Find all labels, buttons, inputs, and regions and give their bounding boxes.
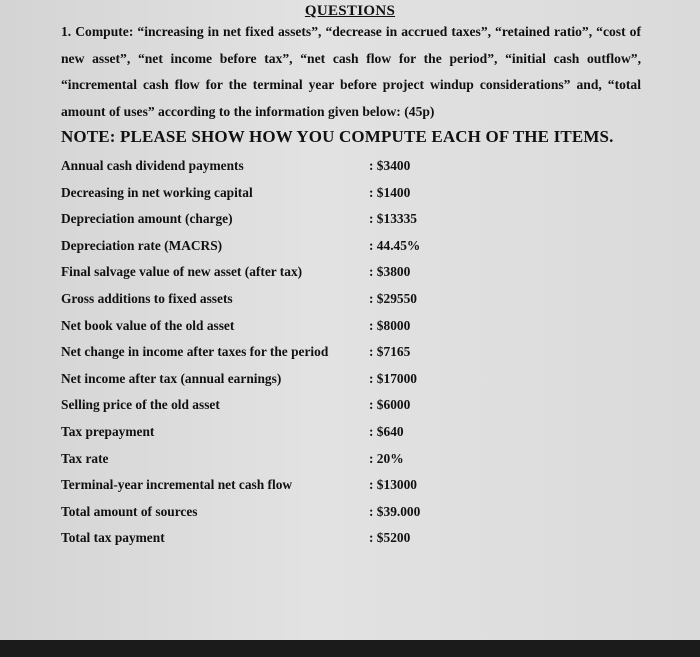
- item-label: Final salvage value of new asset (after tax): [61, 264, 303, 280]
- list-item: [61, 182, 461, 209]
- given-data-list: [61, 155, 461, 554]
- item-label: Tax rate: [61, 450, 109, 466]
- list-item: [61, 501, 461, 528]
- list-item: [61, 527, 461, 554]
- item-label: Tax prepayment: [61, 423, 155, 439]
- item-label: Depreciation amount (charge): [61, 211, 233, 227]
- item-label: Annual cash dividend payments: [61, 158, 244, 173]
- item-value: : 20%: [369, 450, 404, 466]
- list-item: [61, 315, 461, 342]
- item-value: : $7165: [369, 344, 411, 360]
- list-item: [61, 394, 461, 421]
- list-item: [61, 368, 461, 395]
- item-label: Net book value of the old asset: [61, 317, 235, 333]
- list-item: [61, 208, 461, 235]
- item-value: : $640: [369, 423, 404, 439]
- list-item: [61, 261, 461, 288]
- list-item: [61, 235, 461, 262]
- list-item: [61, 448, 461, 475]
- item-value: : $29550: [369, 290, 417, 306]
- item-value: : 44.45%: [369, 237, 421, 253]
- item-value: : $1400: [369, 184, 411, 200]
- list-item: [61, 341, 461, 368]
- list-item: [61, 288, 461, 315]
- list-item: [61, 155, 461, 182]
- item-value: : $17000: [369, 370, 417, 386]
- item-label: Decreasing in net working capital: [61, 184, 253, 200]
- item-value: : $13335: [369, 211, 417, 227]
- item-value: : $6000: [369, 397, 411, 413]
- item-label: Terminal-year incremental net cash flow: [61, 477, 293, 493]
- question-body: Compute: “increasing in net fixed assets”, “decrease in accrued taxes”, “retained ratio”, “cost of new asset”, “net income before tax”, “net cash flow for the period”, “initial cash outflow”, “incremental cash flow for the terminal year before project windup considerations” and, “total amount of uses” according to the information given below:: [61, 24, 641, 119]
- item-value: : $3800: [369, 264, 411, 280]
- item-value: : $3400: [369, 158, 411, 173]
- item-label: Total tax payment: [61, 530, 165, 546]
- item-value: : $39.000: [369, 503, 421, 519]
- item-value: : $8000: [369, 317, 411, 333]
- question-points: (45p): [404, 103, 435, 119]
- list-item: [61, 474, 461, 501]
- questions-heading: QUESTIONS: [304, 3, 396, 19]
- item-value: : $5200: [369, 530, 411, 546]
- list-item: [61, 421, 461, 448]
- question-number: 1.: [61, 24, 72, 39]
- item-label: Selling price of the old asset: [61, 397, 220, 413]
- item-label: Gross additions to fixed assets: [61, 290, 233, 306]
- item-label: Depreciation rate (MACRS): [61, 237, 223, 253]
- note-heading: NOTE: PLEASE SHOW HOW YOU COMPUTE EACH OF THE ITEMS.: [61, 127, 614, 146]
- question-text: [61, 19, 641, 125]
- item-label: Total amount of sources: [61, 503, 198, 519]
- item-label: Net change in income after taxes for the period: [61, 344, 329, 360]
- item-label: Net income after tax (annual earnings): [61, 370, 282, 386]
- item-value: : $13000: [369, 477, 417, 493]
- bottom-bar: [0, 640, 700, 657]
